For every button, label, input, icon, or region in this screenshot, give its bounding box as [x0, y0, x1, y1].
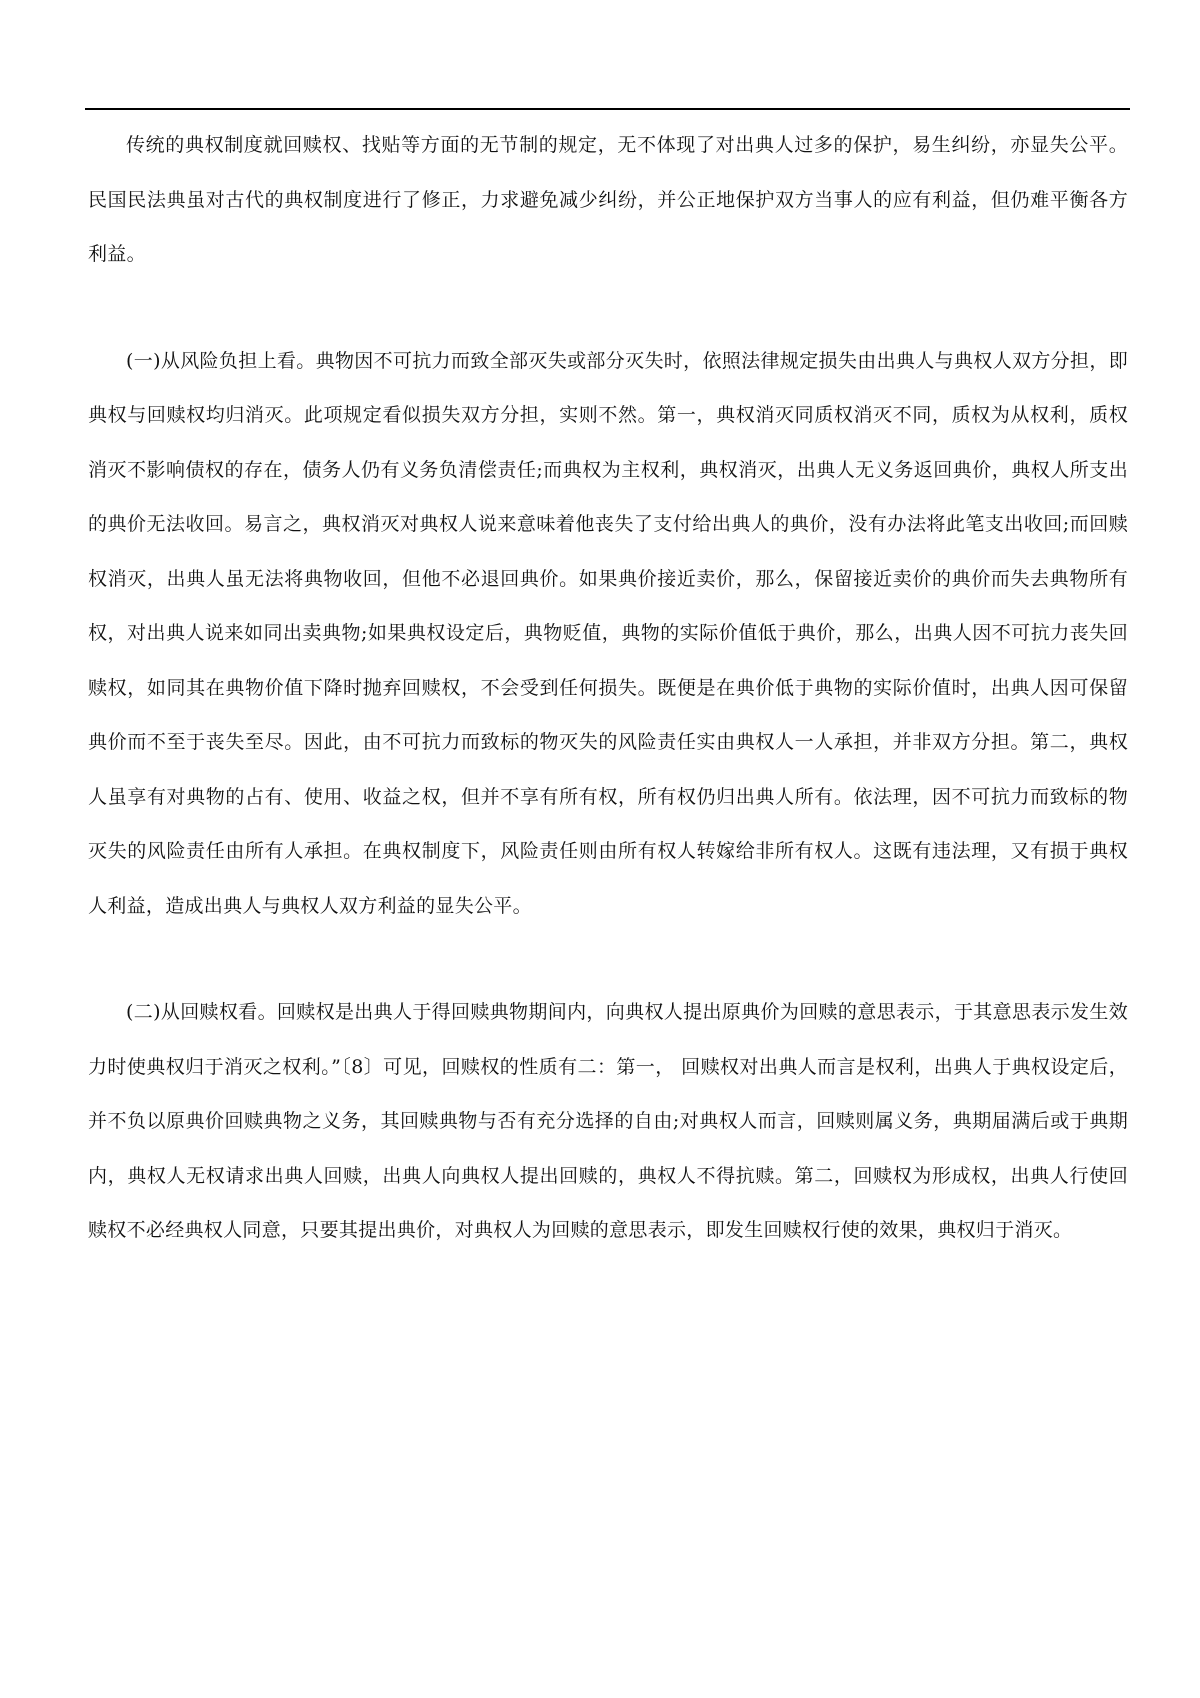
header-rule [85, 108, 1130, 110]
document-body [88, 118, 1128, 1258]
paragraph-spacer [88, 933, 1128, 985]
paragraph-intro: 传统的典权制度就回赎权、找贴等方面的无节制的规定，无不体现了对出典人过多的保护，易生纠纷，亦显失公平。民国民法典虽对古代的典权制度进行了修正，力求避免减少纠纷，并公正地保护双方当事人的应有利益，但仍难平衡各方利益。 [88, 134, 1128, 265]
paragraph-redemption-right: (二)从回赎权看。回赎权是出典人于得回赎典物期间内，向典权人提出原典价为回赎的意思表示，于其意思表示发生效力时使典权归于消灭之权利。”〔8〕可见，回赎权的性质有二：第一， 回赎权对出典人而言是权利，出典人于典权设定后，并不负以原典价回赎典物之义务，其回赎典物与否有充分选择的自由;对典权人而言，回赎则属义务，典期届满后或于典期内，典权人无权请求出典人回赎，出典人向典权人提出回赎的，典权人不得抗赎。第二，回赎权为形成权，出典人行使回赎权不必经典权人同意，只要其提出典价，对典权人为回赎的意思表示，即发生回赎权行使的效果，典权归于消灭。 [88, 1001, 1128, 1241]
paragraph-risk-burden: (一)从风险负担上看。典物因不可抗力而致全部灭失或部分灭失时，依照法律规定损失由出典人与典权人双方分担，即典权与回赎权均归消灭。此项规定看似损失双方分担，实则不然。第一，典权消灭同质权消灭不同，质权为从权利，质权消灭不影响债权的存在，债务人仍有义务负清偿责任;而典权为主权利，典权消灭，出典人无义务返回典价，典权人所支出的典价无法收回。易言之，典权消灭对典权人说来意味着他丧失了支付给出典人的典价，没有办法将此笔支出收回;而回赎权消灭，出典人虽无法将典物收回，但他不必退回典价。如果典价接近卖价，那么，保留接近卖价的典价而失去典物所有权，对出典人说来如同出卖典物;如果典权设定后，典物贬值，典物的实际价值低于典价，那么，出典人因不可抗力丧失回赎权，如同其在典物价值下降时抛弃回赎权，不会受到任何损失。既便是在典价低于典物的实际价值时，出典人因可保留典价而不至于丧失至尽。因此，由不可抗力而致标的物灭失的风险责任实由典权人一人承担，并非双方分担。第二，典权人虽享有对典物的占有、使用、收益之权，但并不享有所有权，所有权仍归出典人所有。依法理，因不可抗力而致标的物灭失的风险责任由所有人承担。在典权制度下，风险责任则由所有权人转嫁给非所有权人。这既有违法理，又有损于典权人利益，造成出典人与典权人双方利益的显失公平。 [88, 349, 1128, 917]
paragraph-spacer [88, 282, 1128, 334]
